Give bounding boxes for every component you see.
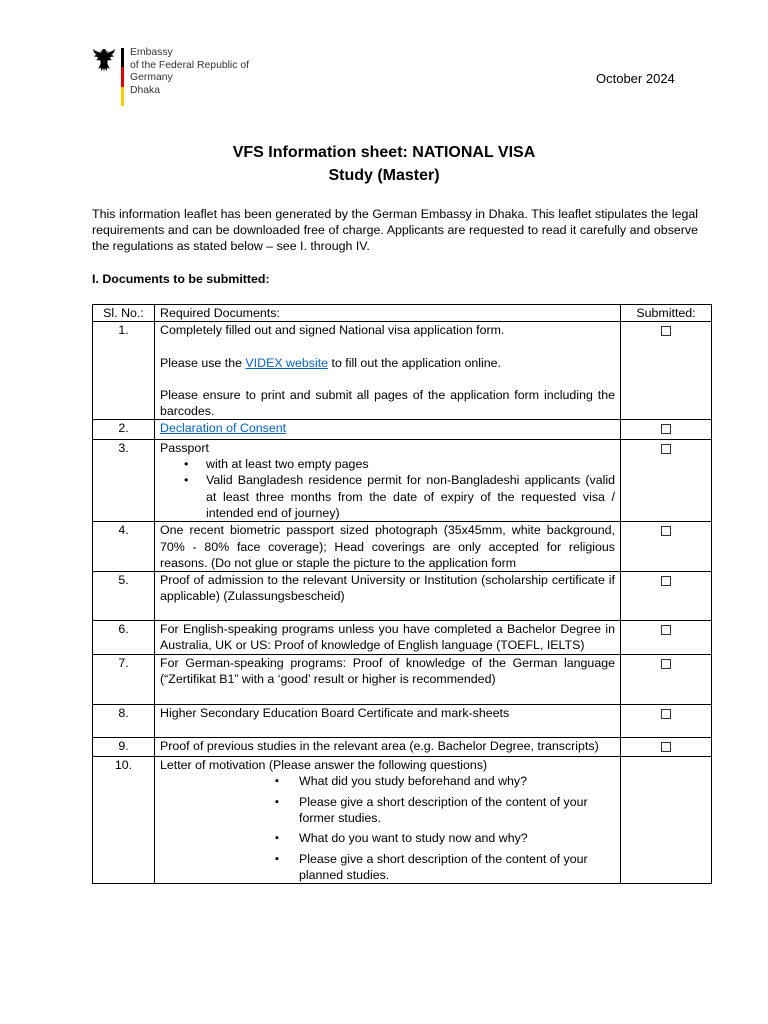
row-document xyxy=(155,420,621,439)
submitted-checkbox[interactable] xyxy=(661,576,671,586)
submitted-checkbox[interactable] xyxy=(661,424,671,434)
document-title xyxy=(0,142,768,187)
table-row xyxy=(93,757,712,884)
passport-requirements-list xyxy=(160,456,615,521)
row-document: For English-speaking programs unless you have completed a Bachelor Degree in Australia, UK or US: Proof of knowledge of English language (TOEFL, IELTS) xyxy=(155,621,621,655)
federal-eagle-icon xyxy=(92,47,116,73)
table-row xyxy=(93,737,712,756)
title-line-1: VFS Information sheet: NATIONAL VISA xyxy=(232,144,536,161)
german-flag-bar xyxy=(121,48,124,106)
row-number: 6. xyxy=(93,621,155,655)
row-number: 3. xyxy=(93,439,155,521)
row-number: 5. xyxy=(93,572,155,621)
submitted-checkbox[interactable] xyxy=(661,625,671,635)
table-header-row xyxy=(93,305,712,322)
list-item: ▪ What do you want to study now and why? xyxy=(275,830,615,846)
column-header-submitted: Submitted: xyxy=(621,305,712,322)
submitted-checkbox[interactable] xyxy=(661,526,671,536)
table-row xyxy=(93,621,712,655)
documents-table xyxy=(92,304,712,884)
list-item: ▪ Please give a short description of the content of your former studies. xyxy=(275,794,615,827)
row-document: Higher Secondary Education Board Certificate and mark-sheets xyxy=(155,704,621,737)
row-number: 10. xyxy=(93,757,155,884)
column-header-documents: Required Documents: xyxy=(155,305,621,322)
row-number: 9. xyxy=(93,737,155,756)
row-document: Proof of admission to the relevant University or Institution (scholarship certificate if applicable) (Zulassungsbescheid) xyxy=(155,572,621,621)
row-document: Proof of previous studies in the relevant area (e.g. Bachelor Degree, transcripts) xyxy=(155,737,621,756)
embassy-name: Embassy of the Federal Republic of Germany Dhaka xyxy=(130,47,249,96)
embassy-logo xyxy=(92,44,292,108)
row-number: 4. xyxy=(93,522,155,572)
list-item: • Valid Bangladesh residence permit for non-Bangladeshi applicants (valid at least three months from the date of expiry of the requested visa / intended end of journey) xyxy=(184,472,615,521)
submitted-checkbox[interactable] xyxy=(661,742,671,752)
submitted-checkbox[interactable] xyxy=(661,659,671,669)
list-item: ▪ What did you study beforehand and why? xyxy=(275,773,615,789)
submitted-checkbox[interactable] xyxy=(661,709,671,719)
column-header-number: Sl. No.: xyxy=(93,305,155,322)
list-item: ▪ Please give a short description of the content of your planned studies. xyxy=(275,851,615,884)
submitted-checkbox[interactable] xyxy=(661,444,671,454)
table-row xyxy=(93,654,712,704)
row-document: Completely filled out and signed National visa application form. Please use the VIDEX website to fill out the application online. Please ensure to print and submit all pages of the application form including the barcodes. xyxy=(155,322,621,420)
row-document: Passport • with at least two empty pages • Valid Bangladesh residence permit for non-Bangladeshi applicants (valid at least three months from the date of expiry of the requested visa / intended end of journey) xyxy=(155,439,621,521)
list-item: • with at least two empty pages xyxy=(184,456,615,472)
section-heading: I. Documents to be submitted: xyxy=(92,272,270,286)
table-row xyxy=(93,439,712,521)
submitted-checkbox[interactable] xyxy=(661,326,671,336)
row-number: 7. xyxy=(93,654,155,704)
row-number: 8. xyxy=(93,704,155,737)
row-document: One recent biometric passport sized photograph (35x45mm, white background, 70% - 80% face coverage); Head coverings are only accepted for religious reasons. (Do not glue or staple the picture to the application form xyxy=(155,522,621,572)
motivation-questions-list xyxy=(160,773,615,883)
row-document: For German-speaking programs: Proof of knowledge of the German language (“Zertifikat B1” with a ‘good’ result or higher is recommended) xyxy=(155,654,621,704)
table-row xyxy=(93,420,712,439)
table-row xyxy=(93,522,712,572)
intro-paragraph: This information leaflet has been generated by the German Embassy in Dhaka. This leaflet stipulates the legal requirements and can be downloaded free of charge. Applicants are requested to read it carefully and observe the regulations as stated below – see I. through IV. xyxy=(92,207,698,254)
declaration-of-consent-link[interactable]: Declaration of Consent xyxy=(160,421,287,436)
table-row xyxy=(93,322,712,420)
table-row xyxy=(93,572,712,621)
document-date: October 2024 xyxy=(596,71,675,86)
title-line-2: Study (Master) xyxy=(328,166,440,184)
videx-website-link[interactable]: VIDEX website xyxy=(245,355,329,370)
row-number: 2. xyxy=(93,420,155,439)
table-row xyxy=(93,704,712,737)
row-number: 1. xyxy=(93,322,155,420)
row-document: Letter of motivation (Please answer the following questions) ▪ What did you study beforehand and why? ▪ Please give a short description of the content of your former studies. ▪ What do you want to study now and why? ▪ Please give a short description of the content of your planned studies. xyxy=(155,757,621,884)
